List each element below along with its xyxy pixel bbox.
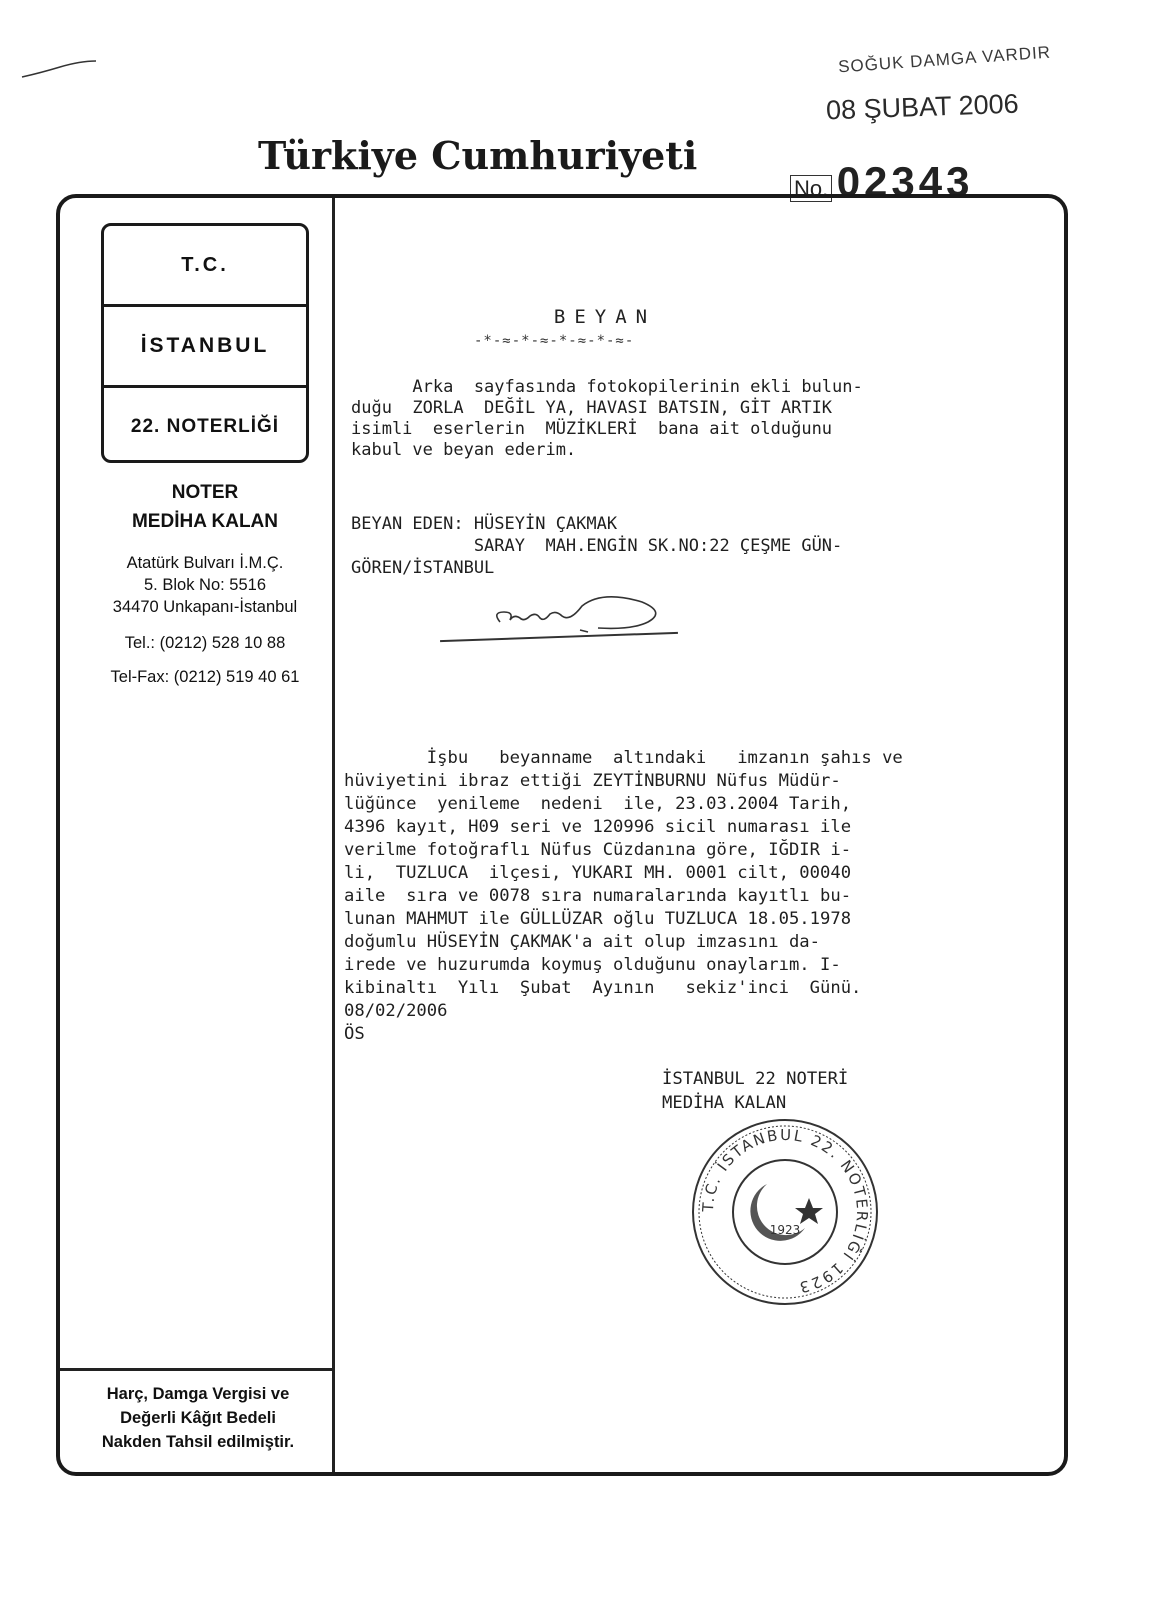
- cold-stamp-text: SOĞUK DAMGA VARDIR: [837, 42, 1052, 77]
- declaration-paragraph: Arka sayfasında fotokopilerinin ekli bulun- duğu ZORLA DEĞİL YA, HAVASI BATSIN, GİT ARTIK isimli eserlerin MÜZİKLERİ bana ait olduğunu kabul ve beyan ederim.: [351, 377, 863, 460]
- stamp-date: 08 ŞUBAT 2006: [825, 88, 1020, 126]
- declaration-heading: BEYAN: [553, 306, 657, 328]
- footer-rule: [60, 1368, 332, 1371]
- seal-year: 1923: [769, 1223, 801, 1237]
- heading-decoration: -*-≈-*-≈-*-≈-*-≈-: [474, 333, 635, 349]
- pen-mark-decoration: [20, 55, 100, 85]
- fee-note-line-2: Değerli Kâğıt Bedeli: [120, 1409, 276, 1427]
- fee-note-line-1: Harç, Damga Vergisi ve: [106, 1385, 290, 1403]
- certification-paragraph: İşbu beyanname altındaki imzanın şahıs ve hüviyetini ibraz ettiği ZEYTİNBURNU Nüfus Müdür- lüğünce yenileme nedeni ile, 23.03.2004 Tarih, 4396 kayıt, H09 seri ve 120996 sicil numarası ile verilme fotoğraflı Nüfus Cüzdanına göre, IĞDIR i- li, TUZLUCA ilçesi, YUKARI MH. 0001 cilt, 00040 aile sıra ve 0078 sıra numaralarında kayıtlı bu- lunan MAHMUT ile GÜLLÜZAR oğlu TUZLUCA 18.05.1978 doğumlu HÜSEYİN ÇAKMAK'a ait olup imzasını da- irede ve huzurumda koymuş olduğunu onaylarım. I- kibinaltı Yılı Şubat Ayının sekiz'inci Günü. 08/02/2006 ÖS: [344, 748, 903, 1044]
- declarant-name: BEYAN EDEN: HÜSEYİN ÇAKMAK: [351, 514, 618, 534]
- office-city: İSTANBUL: [104, 304, 306, 385]
- office-tc: T.C.: [181, 253, 229, 276]
- noter-name: MEDİHA KALAN: [131, 511, 278, 532]
- declarant-address-2: GÖREN/İSTANBUL: [351, 558, 495, 578]
- svg-text:T.C. İSTANBUL 22. NOTERLİĞİ 19: [699, 1126, 871, 1297]
- column-divider: [332, 198, 335, 1472]
- address-line-1: Atatürk Bulvarı İ.M.Ç.: [126, 554, 284, 572]
- noter-address: [80, 552, 330, 618]
- number-value: 02343: [836, 158, 974, 205]
- noter-title: NOTER: [171, 482, 239, 503]
- fee-note-line-3: Nakden Tahsil edilmiştir.: [101, 1433, 295, 1451]
- noter-fax: Tel-Fax: (0212) 519 40 61: [110, 668, 300, 686]
- seal-ring-text: T.C. İSTANBUL 22. NOTERLİĞİ 1923: [698, 1125, 872, 1297]
- address-line-3: 34470 Unkapanı-İstanbul: [112, 598, 298, 616]
- number-dots: .........: [977, 183, 1031, 199]
- office-box: [101, 223, 309, 463]
- address-line-2: 5. Blok No: 5516: [144, 576, 266, 594]
- fee-note: [66, 1382, 330, 1454]
- notary-office-line: İSTANBUL 22 NOTERİ: [662, 1069, 849, 1089]
- office-name: 22. NOTERLİĞİ: [104, 385, 306, 466]
- declarant-address-1: SARAY MAH.ENGİN SK.NO:22 ÇEŞME GÜN-: [351, 536, 843, 556]
- document-title: Türkiye Cumhuriyeti: [258, 133, 698, 178]
- notary-name-line: MEDİHA KALAN: [662, 1093, 787, 1113]
- notary-seal: [685, 1112, 885, 1312]
- notary-signature-block: [662, 1067, 848, 1115]
- noter-info: [80, 478, 330, 688]
- number-label: No.: [790, 175, 832, 202]
- declarant-block: [351, 513, 842, 579]
- noter-phone: Tel.: (0212) 528 10 88: [124, 634, 286, 652]
